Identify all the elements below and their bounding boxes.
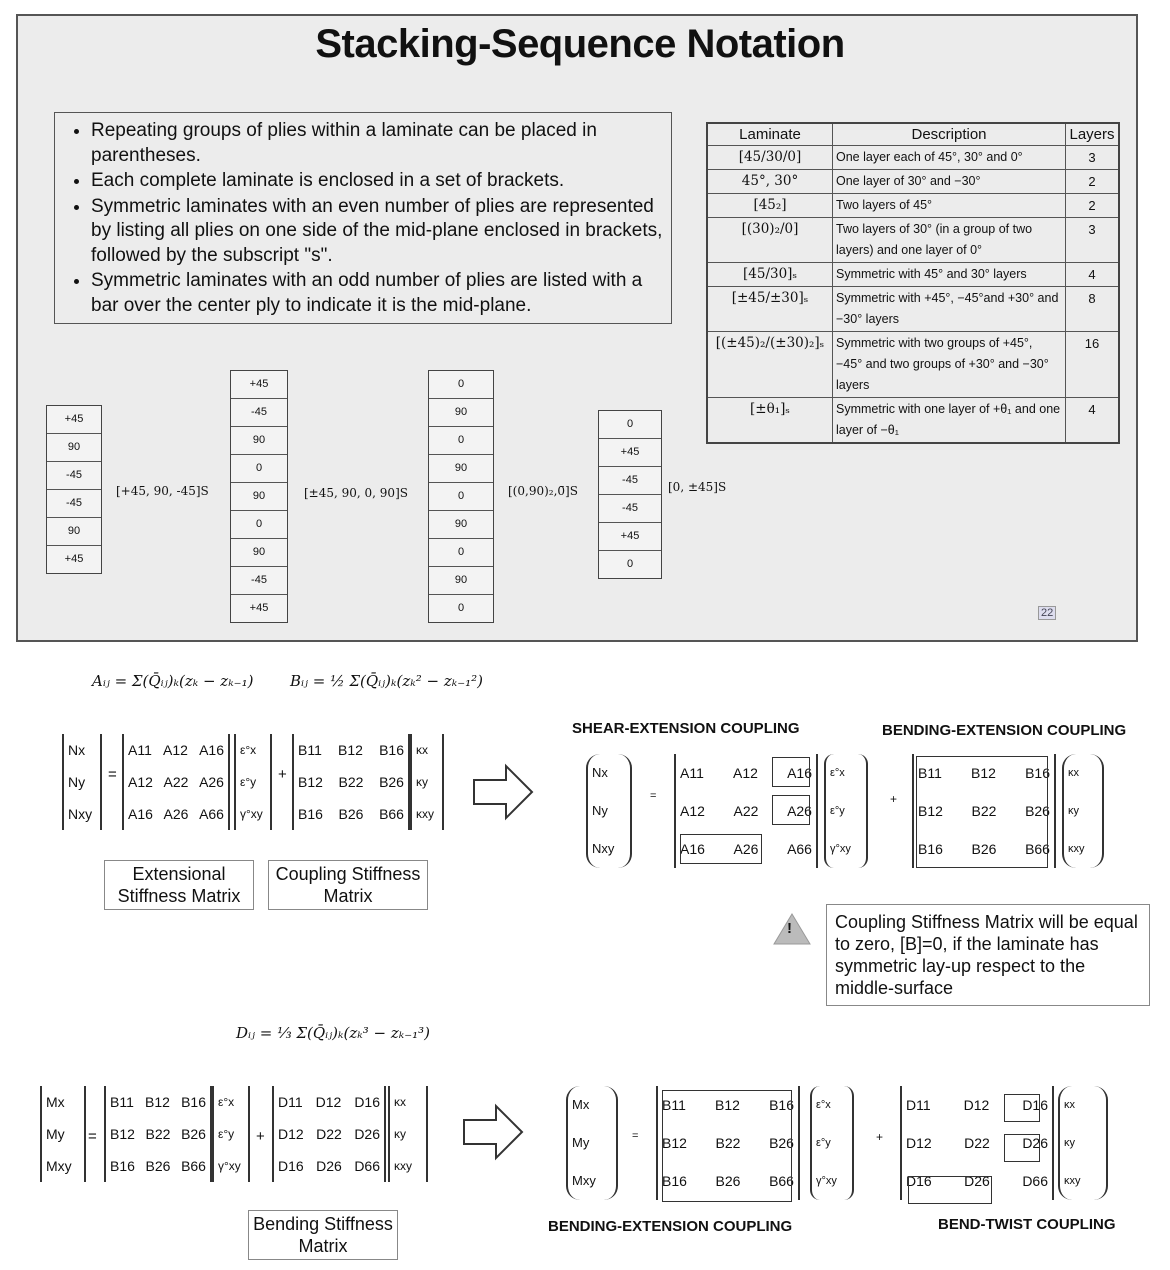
matrix-row (1060, 1086, 1106, 1124)
page-number: 22 (1038, 606, 1056, 620)
matrix-entry: B16 (298, 806, 323, 822)
matrix-entry: γ°xy (218, 1159, 241, 1173)
ply-layer: 0 (429, 371, 493, 399)
ply-layer: 90 (231, 539, 287, 567)
equation-B: Bᵢⱼ = ½ Σ(Q̄ᵢⱼ)ₖ(zₖ² − zₖ₋₁²) (290, 672, 483, 690)
matrix-entry: D12 (963, 1097, 990, 1113)
matrix-row (390, 1118, 426, 1150)
bullet-item: • Each complete laminate is enclosed in a set of brackets. (91, 169, 663, 194)
matrix-entry: D16 (1022, 1097, 1048, 1113)
matrix-entry: D11 (906, 1097, 931, 1113)
matrix-row (412, 766, 442, 798)
matrix-entry: Mx (572, 1097, 590, 1112)
matrix-entry: κxy (416, 807, 434, 821)
matrix-row (588, 830, 630, 868)
ply-layer: 0 (429, 427, 493, 455)
matrix-entry: B12 (662, 1135, 687, 1151)
matrix-row (274, 1086, 384, 1118)
force-vector-right (586, 754, 632, 868)
matrix-entry: κxy (1068, 843, 1085, 855)
layers-cell: 4 (1066, 263, 1120, 287)
matrix-entry: B16 (769, 1097, 794, 1113)
highlight-A16 (772, 757, 810, 787)
matrix-row (812, 1162, 852, 1200)
matrix-entry: D26 (1022, 1135, 1048, 1151)
matrix-row (42, 1118, 84, 1150)
matrix-entry: B12 (971, 765, 996, 781)
laminate-cell: [45/30]ₛ (707, 263, 833, 287)
matrix-entry: B22 (971, 803, 997, 819)
matrix-entry: Nxy (592, 841, 615, 856)
description-cell: One layer of 30° and −30° (833, 170, 1066, 194)
matrix-B-bottom (104, 1086, 212, 1182)
matrix-row (214, 1118, 248, 1150)
matrix-entry: ε°y (816, 1137, 831, 1149)
matrix-entry: D66 (1022, 1173, 1048, 1189)
matrix-entry: ε°y (240, 775, 257, 789)
matrix-entry: B16 (379, 742, 404, 758)
matrix-entry: A16 (199, 742, 224, 758)
matrix-entry: A22 (733, 803, 759, 819)
col-layers: Layers (1066, 123, 1120, 146)
matrix-row (588, 792, 630, 830)
matrix-entry: B66 (1025, 841, 1050, 857)
warning-mark: ! (787, 920, 792, 937)
matrix-entry: γ°xy (240, 807, 263, 821)
caption-extensional: Extensional Stiffness Matrix (104, 860, 254, 910)
highlight-D16 (1004, 1094, 1040, 1122)
matrix-entry: Nx (68, 742, 86, 758)
matrix-row (64, 734, 100, 766)
equals-sign: = (108, 766, 117, 783)
ply-layer: -45 (231, 399, 287, 427)
matrix-row (1064, 830, 1102, 868)
description-cell: Two layers of 30° (in a group of two layers) and one layer of 0° (833, 218, 1066, 263)
caption-bending: Bending Stiffness Matrix (248, 1210, 398, 1260)
matrix-entry: B12 (715, 1097, 740, 1113)
matrix-entry: A12 (680, 803, 705, 819)
plus-sign: + (278, 766, 287, 783)
bullet-item: • Repeating groups of plies within a laminate can be placed in parentheses. (91, 119, 663, 168)
ply-layer: 0 (599, 411, 661, 439)
matrix-entry: D26 (354, 1126, 380, 1142)
moment-vector-right (566, 1086, 618, 1200)
matrix-entry: D12 (315, 1094, 342, 1110)
matrix-row (106, 1086, 210, 1118)
matrix-row (236, 798, 270, 830)
matrix-entry: Ny (592, 803, 608, 818)
matrix-entry: B16 (918, 841, 943, 857)
bullet-item: • Symmetric laminates with an even number of plies are represented by listing all plies on one side of the mid-plane enclosed in brackets, followed by the subscript "s". (91, 195, 663, 269)
matrix-entry: ε°x (830, 767, 845, 779)
equals-sign-right: = (650, 790, 657, 802)
equation-A: Aᵢⱼ = Σ(Q̄ᵢⱼ)ₖ(zₖ − zₖ₋₁) (92, 672, 254, 690)
ply-layer: 90 (429, 511, 493, 539)
matrix-row (1060, 1124, 1106, 1162)
description-cell: Symmetric with two groups of +45°, −45° and two groups of +30° and −30° layers (833, 332, 1066, 398)
matrix-entry: B11 (662, 1097, 686, 1113)
ply-layer: 0 (429, 483, 493, 511)
matrix-entry: A16 (787, 765, 812, 781)
matrix-entry: B26 (769, 1135, 794, 1151)
curvature-vector-bottom-right (1058, 1086, 1108, 1200)
matrix-A (122, 734, 230, 830)
matrix-entry: γ°xy (816, 1175, 837, 1187)
matrix-entry: My (572, 1135, 590, 1150)
matrix-entry: D26 (964, 1173, 990, 1189)
matrix-row (1064, 754, 1102, 792)
table-row (707, 287, 1119, 332)
bullet-item: • Symmetric laminates with an odd number of plies are listed with a bar over the center ply to indicate it is the mid-plane. (91, 269, 663, 318)
matrix-row (294, 798, 408, 830)
stack-label-3: [(0,90)₂,0̄]S (508, 484, 578, 498)
ply-layer: 90 (231, 427, 287, 455)
matrix-row (568, 1086, 616, 1124)
matrix-row (826, 754, 866, 792)
matrix-entry: A66 (199, 806, 224, 822)
ply-layer: 90 (429, 399, 493, 427)
table-row (707, 332, 1119, 398)
description-cell: Symmetric with 45° and 30° layers (833, 263, 1066, 287)
laminate-cell: [(30)₂/0] (707, 218, 833, 263)
matrix-entry: ε°x (218, 1095, 235, 1109)
matrix-entry: B11 (918, 765, 942, 781)
highlight-A16-bottom (680, 834, 762, 864)
ply-layer: 0 (626, 558, 634, 570)
matrix-row (390, 1086, 426, 1118)
heading-bend-twist: BEND-TWIST COUPLING (938, 1216, 1116, 1233)
layers-cell: 8 (1066, 287, 1120, 332)
matrix-entry: D22 (964, 1135, 990, 1151)
matrix-row (42, 1086, 84, 1118)
matrix-entry: κxy (394, 1159, 412, 1173)
matrix-row (42, 1150, 84, 1182)
matrix-entry: B66 (379, 806, 404, 822)
matrix-entry: B16 (662, 1173, 687, 1189)
matrix-entry: A12 (733, 765, 758, 781)
arrow-right-icon-bottom (462, 1102, 526, 1162)
matrix-entry: Nxy (68, 806, 93, 822)
ply-layer: 0 (429, 539, 493, 567)
matrix-entry: ε°y (830, 805, 845, 817)
layers-cell: 16 (1066, 332, 1120, 398)
matrix-entry: D16 (354, 1094, 380, 1110)
matrix-row (812, 1124, 852, 1162)
matrix-entry: B22 (145, 1126, 171, 1142)
matrix-entry: B26 (971, 841, 997, 857)
laminate-cell: 45°, 30° (707, 170, 833, 194)
ply-layer: -45 (231, 567, 287, 595)
description-cell: Two layers of 45° (833, 194, 1066, 218)
matrix-row (812, 1086, 852, 1124)
curvature-vector-bottom (388, 1086, 428, 1182)
ply-layer: -45 (599, 495, 661, 523)
matrix-row (412, 734, 442, 766)
matrix-entry: ε°y (218, 1127, 235, 1141)
curvature-vector-right (1062, 754, 1104, 868)
matrix-row (214, 1150, 248, 1182)
matrix-entry: ε°x (816, 1099, 831, 1111)
arrow-right-icon (472, 762, 536, 822)
matrix-row (274, 1118, 384, 1150)
highlight-D16-bottom (908, 1176, 992, 1204)
matrix-row (214, 1086, 248, 1118)
ply-layer: 90 (47, 518, 101, 546)
highlight-D26 (1004, 1134, 1040, 1162)
matrix-entry: B12 (145, 1094, 170, 1110)
matrix-row (124, 734, 228, 766)
col-description: Description (833, 123, 1066, 146)
matrix-row (412, 798, 442, 830)
matrix-entry: κy (394, 1127, 406, 1141)
matrix-entry: B66 (181, 1158, 206, 1174)
matrix-entry: A12 (163, 742, 188, 758)
strain-vector-right (824, 754, 868, 868)
strain-vector-bottom-right (810, 1086, 854, 1200)
strain-vector-bottom (212, 1086, 250, 1182)
matrix-entry: B22 (715, 1135, 741, 1151)
matrix-entry: B26 (338, 806, 364, 822)
stack-label-2: [±45, 90, 0, 90]S (304, 486, 408, 500)
matrix-entry: B66 (769, 1173, 794, 1189)
stack-label-1: [+45, 90, -45]S (116, 484, 209, 498)
table-row (707, 263, 1119, 287)
ply-layer: 90 (429, 455, 493, 483)
ply-stack-2 (230, 370, 288, 623)
table-row (707, 218, 1119, 263)
matrix-entry: κy (1068, 805, 1079, 817)
matrix-entry: B16 (1025, 765, 1050, 781)
description-cell: One layer each of 45°, 30° and 0° (833, 146, 1066, 170)
matrix-entry: B26 (1025, 803, 1050, 819)
matrix-entry: D11 (278, 1094, 303, 1110)
laminate-table (706, 122, 1120, 444)
matrix-entry: A26 (199, 774, 224, 790)
matrix-row (236, 766, 270, 798)
matrix-row (826, 830, 866, 868)
equals-sign-bottom-right: = (632, 1130, 639, 1142)
ply-layer: 90 (47, 434, 101, 462)
matrix-entry: Ny (68, 774, 86, 790)
matrix-entry: κy (1064, 1137, 1075, 1149)
laminate-cell: [±45/±30]ₛ (707, 287, 833, 332)
layers-cell: 3 (1066, 218, 1120, 263)
laminate-cell: [45₂] (707, 194, 833, 218)
matrix-entry: κx (394, 1095, 406, 1109)
matrix-entry: κx (416, 743, 428, 757)
matrix-entry: B11 (298, 742, 322, 758)
heading-bending-extension-bottom: BENDING-EXTENSION COUPLING (548, 1218, 793, 1235)
matrix-row (64, 766, 100, 798)
matrix-entry: B22 (338, 774, 364, 790)
matrix-entry: B12 (298, 774, 323, 790)
layers-cell: 2 (1066, 194, 1120, 218)
matrix-row (124, 798, 228, 830)
matrix-entry: B11 (110, 1094, 134, 1110)
layers-cell: 4 (1066, 398, 1120, 444)
matrix-entry: B16 (181, 1094, 206, 1110)
matrix-entry: B26 (181, 1126, 206, 1142)
matrix-row (106, 1150, 210, 1182)
matrix-entry: D26 (316, 1158, 342, 1174)
equation-D: Dᵢⱼ = ⅓ Σ(Q̄ᵢⱼ)ₖ(zₖ³ − zₖ₋₁³) (236, 1024, 430, 1042)
matrix-row (64, 798, 100, 830)
ply-layer: +45 (249, 602, 269, 614)
matrix-row (274, 1150, 384, 1182)
ply-layer: -45 (47, 490, 101, 518)
matrix-entry: A22 (163, 774, 189, 790)
matrix-entry: B12 (338, 742, 363, 758)
matrix-entry: κxy (1064, 1175, 1081, 1187)
matrix-row (568, 1124, 616, 1162)
plus-sign-bottom-right: + (876, 1130, 884, 1144)
matrix-entry: γ°xy (830, 843, 851, 855)
equals-sign-bottom: = (88, 1128, 97, 1145)
ply-layer: -45 (47, 462, 101, 490)
matrix-entry: My (46, 1126, 65, 1142)
layers-cell: 2 (1066, 170, 1120, 194)
table-row (707, 398, 1119, 444)
matrix-entry: B12 (918, 803, 943, 819)
matrix-entry: A26 (733, 841, 759, 857)
ply-stack-4 (598, 410, 662, 579)
bullet-box (54, 112, 672, 324)
caption-coupling: Coupling Stiffness Matrix (268, 860, 428, 910)
stack-label-4: [0, ±45]S (668, 480, 727, 494)
matrix-entry: Mx (46, 1094, 65, 1110)
heading-shear-extension: SHEAR-EXTENSION COUPLING (572, 720, 800, 737)
matrix-entry: D22 (316, 1126, 342, 1142)
matrix-entry: A26 (787, 803, 812, 819)
matrix-entry: κx (1068, 767, 1079, 779)
matrix-entry: Mxy (46, 1158, 72, 1174)
matrix-row (568, 1162, 616, 1200)
matrix-row (390, 1150, 426, 1182)
matrix-entry: A16 (680, 841, 705, 857)
ply-stack-1 (46, 405, 102, 574)
matrix-entry: D16 (906, 1173, 932, 1189)
matrix-entry: κx (1064, 1099, 1075, 1111)
ply-layer: 0 (457, 602, 465, 614)
moment-vector (40, 1086, 86, 1182)
matrix-entry: A26 (163, 806, 189, 822)
matrix-entry: Mxy (572, 1173, 596, 1188)
matrix-entry: A11 (680, 765, 704, 781)
matrix-entry: B26 (715, 1173, 741, 1189)
table-row (707, 194, 1119, 218)
ply-layer: 90 (231, 483, 287, 511)
ply-layer: +45 (231, 371, 287, 399)
matrix-D (272, 1086, 386, 1182)
laminate-cell: [±θ₁]ₛ (707, 398, 833, 444)
matrix-entry: A11 (128, 742, 152, 758)
matrix-entry: Nx (592, 765, 608, 780)
ply-layer: 90 (429, 567, 493, 595)
matrix-entry: A16 (128, 806, 153, 822)
matrix-row (826, 792, 866, 830)
ply-layer: +45 (64, 553, 84, 565)
matrix-entry: B12 (110, 1126, 135, 1142)
highlight-A26 (772, 795, 810, 825)
matrix-entry: A66 (787, 841, 812, 857)
matrix-entry: D12 (906, 1135, 932, 1151)
matrix-row (294, 766, 408, 798)
matrix-row (588, 754, 630, 792)
table-row (707, 146, 1119, 170)
page-title: Stacking-Sequence Notation (315, 22, 845, 66)
ply-layer: +45 (47, 406, 101, 434)
ply-layer: +45 (599, 439, 661, 467)
matrix-B (292, 734, 410, 830)
laminate-cell: [45/30/0] (707, 146, 833, 170)
warning-icon (772, 912, 812, 946)
matrix-entry: D12 (278, 1126, 304, 1142)
highlight-B-matrix-bottom (662, 1090, 792, 1202)
laminate-cell: [(±45)₂/(±30)₂]ₛ (707, 332, 833, 398)
description-cell: Symmetric with +45°, −45°and +30° and −30° layers (833, 287, 1066, 332)
matrix-row (1064, 792, 1102, 830)
matrix-row (106, 1118, 210, 1150)
matrix-entry: D16 (278, 1158, 304, 1174)
matrix-entry: A12 (128, 774, 153, 790)
ply-layer: +45 (599, 523, 661, 551)
description-cell: Symmetric with one layer of +θ₁ and one layer of −θ₁ (833, 398, 1066, 444)
matrix-entry: B26 (145, 1158, 171, 1174)
force-vector (62, 734, 102, 830)
plus-sign-bottom: + (256, 1128, 265, 1145)
ply-layer: -45 (599, 467, 661, 495)
matrix-entry: D66 (354, 1158, 380, 1174)
matrix-entry: B26 (379, 774, 404, 790)
coupling-note: Coupling Stiffness Matrix will be equal to zero, [B]=0, if the laminate has symmetric lay-up respect to the middle-surface (826, 904, 1150, 1006)
highlight-B-matrix (916, 756, 1048, 868)
strain-vector (234, 734, 272, 830)
col-laminate: Laminate (707, 123, 833, 146)
heading-bending-extension-top: BENDING-EXTENSION COUPLING (882, 722, 1127, 739)
matrix-row (124, 766, 228, 798)
ply-layer: 0 (231, 455, 287, 483)
curvature-vector (410, 734, 444, 830)
matrix-row (236, 734, 270, 766)
matrix-row (294, 734, 408, 766)
matrix-entry: B16 (110, 1158, 135, 1174)
ply-layer: 0 (231, 511, 287, 539)
matrix-row (1060, 1162, 1106, 1200)
ply-stack-3 (428, 370, 494, 623)
layers-cell: 3 (1066, 146, 1120, 170)
matrix-entry: κy (416, 775, 428, 789)
plus-sign-right: + (890, 792, 898, 806)
matrix-entry: ε°x (240, 743, 257, 757)
table-row (707, 170, 1119, 194)
